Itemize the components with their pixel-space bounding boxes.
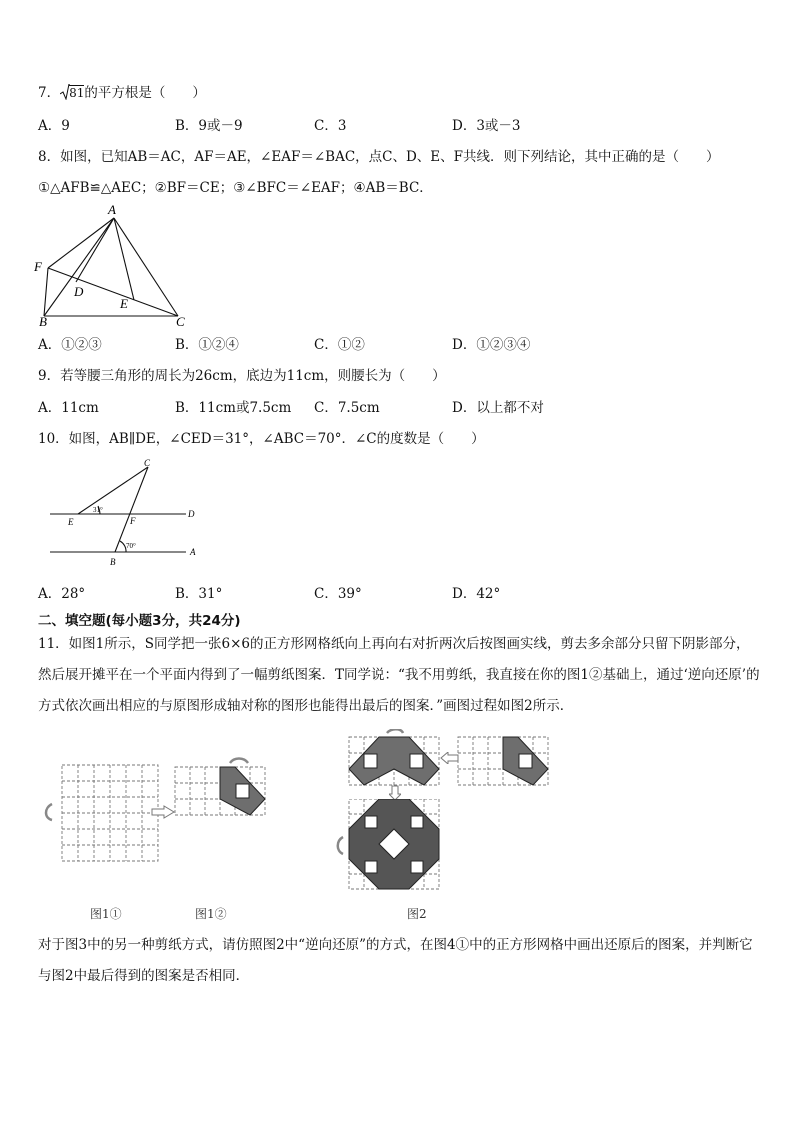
q7-option-d[interactable]: D．3或－3 (452, 118, 521, 134)
fig2-step1 (455, 735, 555, 787)
q10-label-c: C (144, 458, 151, 468)
q10-label-d: D (188, 509, 195, 519)
q9-option-c[interactable]: C．7.5cm (314, 400, 380, 416)
q8-label-b: B (39, 314, 47, 328)
fig1-1-grid (36, 758, 166, 863)
caption-fig1-1: 图1① (90, 907, 122, 921)
q10-option-b[interactable]: B．31° (175, 586, 223, 602)
q10-label-e: E (68, 517, 74, 527)
q10-angle-31: 31° (93, 506, 103, 514)
section-title: 二、填空题(每小题3分，共24分) (38, 613, 241, 629)
q7-stem (38, 81, 206, 101)
q10-label-b: B (110, 557, 116, 567)
q8-option-b[interactable]: B．①②④ (175, 337, 239, 353)
q7-option-b[interactable]: B．9或－9 (175, 118, 243, 134)
fold-arrow-icon (387, 729, 403, 733)
q10-option-d[interactable]: D．42° (452, 586, 501, 602)
q7-number: 7． (38, 85, 61, 101)
fig1-2-grid (170, 755, 270, 820)
q8-option-d[interactable]: D．①②③④ (452, 337, 531, 353)
q9-stem: 9．若等腰三角形的周长为26cm，底边为11cm，则腰长为（ ） (38, 368, 446, 384)
q8-label-c: C (176, 314, 185, 328)
q9-option-d[interactable]: D．以上都不对 (452, 400, 544, 416)
q8-label-e: E (120, 296, 128, 311)
q8-stem: 8．如图，已知AB＝AC，AF＝AE，∠EAF＝∠BAC，点C、D、E、F共线．则下列结论，其中正确的是（ ） (38, 149, 720, 165)
fold-arrow-icon (46, 804, 52, 820)
fold-arrow-icon (338, 837, 343, 854)
q8-label-a: A (108, 202, 116, 217)
q7-text: 的平方根是（ ） (84, 85, 206, 101)
q7-option-a[interactable]: A．9 (38, 118, 70, 134)
q8-conclusions: ①△AFB≌△AEC；②BF＝CE；③∠BFC＝∠EAF；④AB＝BC． (38, 180, 433, 196)
q8-label-f: F (34, 259, 42, 274)
q10-parallel-lines-figure (40, 455, 215, 570)
fig2-step2 (345, 729, 445, 787)
q8-triangle-figure (30, 196, 200, 328)
q10-label-a: A (190, 547, 196, 557)
q11-task-paragraph: 对于图3中的另一种剪纸方式，请仿照图2中“逆向还原”的方式，在图4①中的正方形网格中画出还原后的图案，并判断它与图2中最后得到的图案是否相同． (38, 937, 753, 984)
caption-fig2: 图2 (407, 907, 427, 921)
q7-radicand: 81 (69, 86, 85, 100)
q8-option-c[interactable]: C．①② (314, 337, 365, 353)
q8-label-d: D (74, 284, 84, 299)
caption-fig1-2: 图1② (195, 907, 227, 921)
fig2-final-pattern (333, 799, 448, 894)
q10-label-f: F (130, 516, 136, 526)
q7-option-c[interactable]: C．3 (314, 118, 347, 134)
q11-paragraph: 11．如图1所示，S同学把一张6×6的正方形网格纸向上再向右对折两次后按图画实线，剪去多余部分只留下阴影部分，然后展开摊平在一个平面内得到了一幅剪纸图案．T同学说：“我不用剪纸，我直接在你的图1②基础上，通过‘逆向还原’的方式依次画出相应的与原图形成轴对称的图形也能得出最后的图案．”画图过程如图2所示． (38, 636, 760, 714)
q10-option-a[interactable]: A．28° (38, 586, 86, 602)
q10-angle-70: 70° (126, 542, 136, 550)
sqrt-icon (60, 85, 84, 101)
fold-arrow-icon (230, 759, 248, 764)
q10-option-c[interactable]: C．39° (314, 586, 362, 602)
q9-option-b[interactable]: B．11cm或7.5cm (175, 400, 292, 416)
q10-stem: 10．如图，AB∥DE，∠CED＝31°，∠ABC＝70°．∠C的度数是（ ） (38, 431, 485, 447)
q8-option-a[interactable]: A．①②③ (38, 337, 102, 353)
q9-option-a[interactable]: A．11cm (38, 400, 99, 416)
